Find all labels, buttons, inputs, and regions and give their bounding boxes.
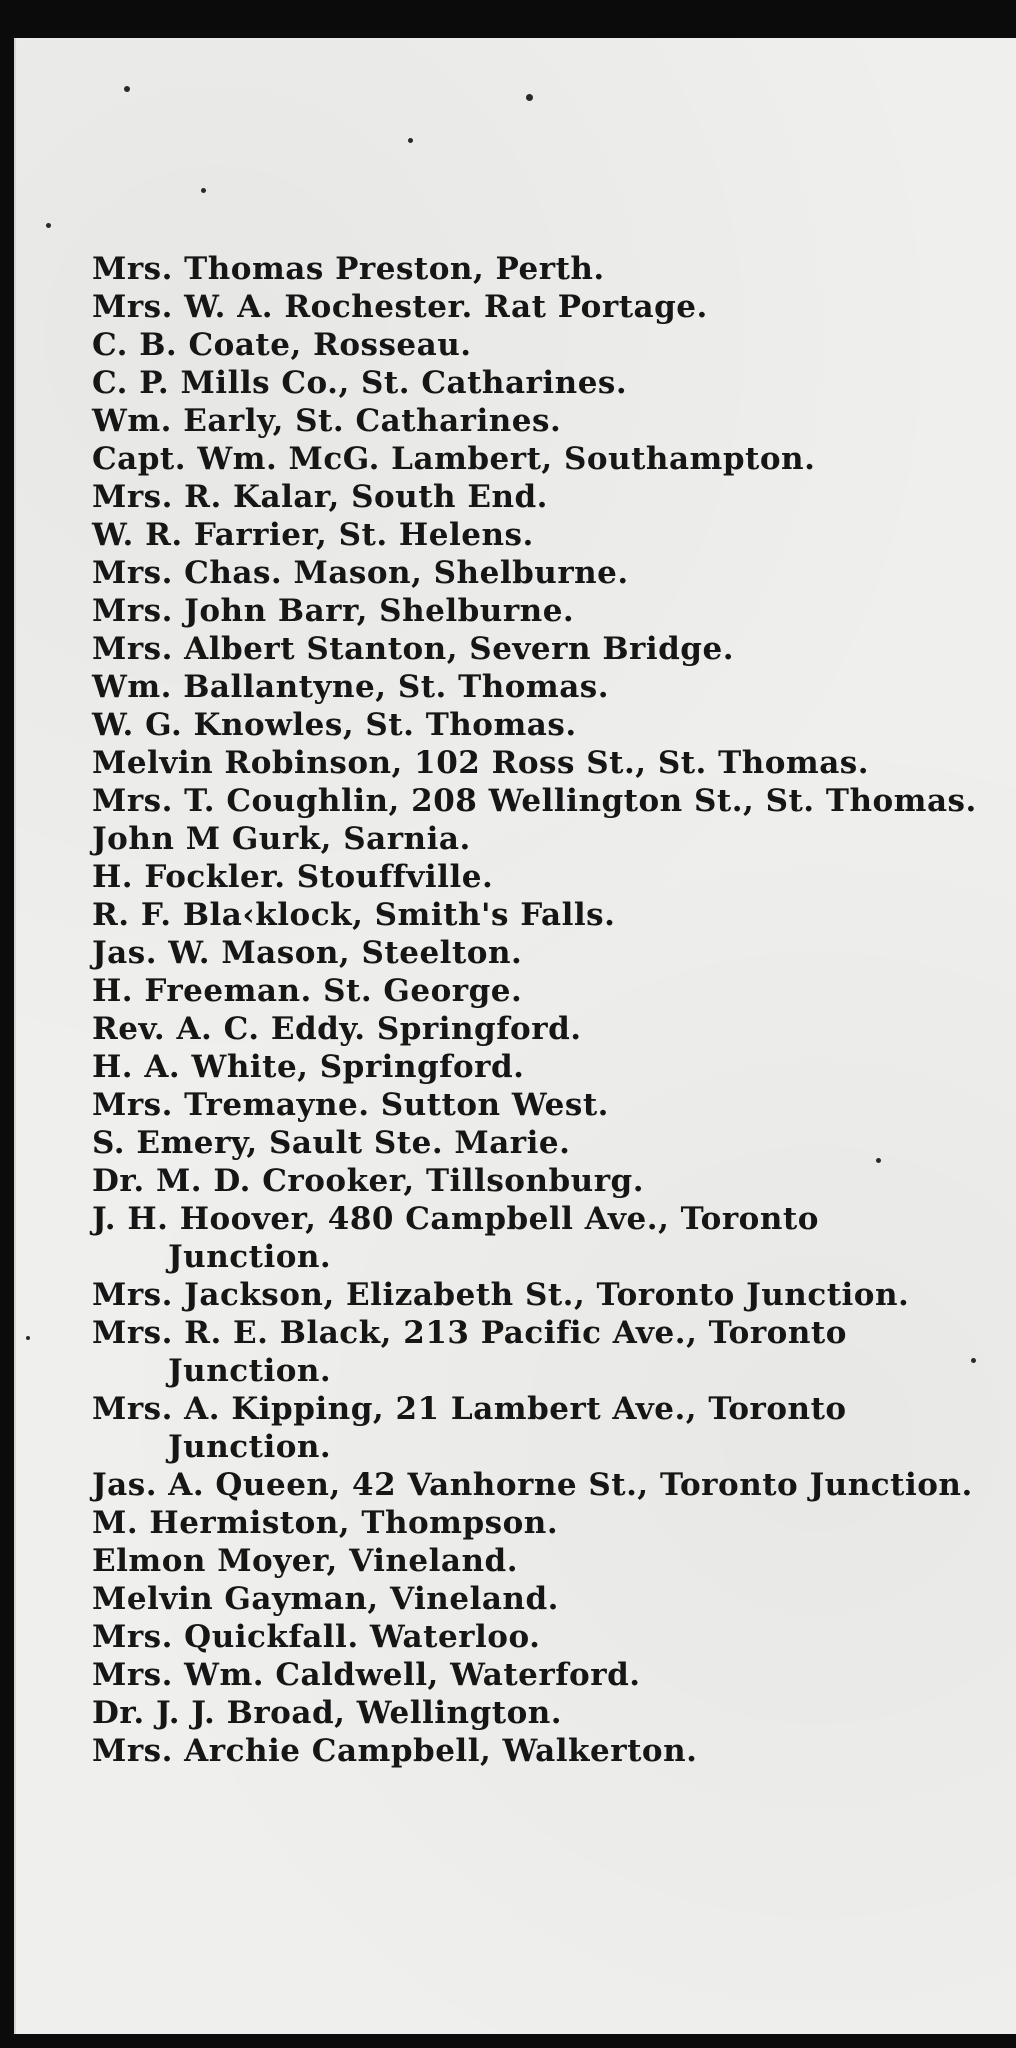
list-item: Jas. W. Mason, Steelton. — [92, 935, 523, 971]
ink-speck — [46, 223, 51, 228]
list-item: H. Freeman. St. George. — [92, 973, 523, 1009]
ink-speck — [26, 1336, 30, 1340]
list-item: C. B. Coate, Rosseau. — [92, 327, 472, 363]
list-item: Dr. M. D. Crooker, Tillsonburg. — [92, 1163, 645, 1199]
list-item: Capt. Wm. McG. Lambert, Southampton. — [92, 441, 816, 477]
list-item: Mrs. Wm. Caldwell, Waterford. — [92, 1657, 641, 1693]
list-item: Mrs. Albert Stanton, Severn Bridge. — [92, 631, 734, 667]
list-item: Mrs. R. Kalar, South End. — [92, 479, 548, 515]
list-item: J. H. Hoover, 480 Campbell Ave., Toronto Junction. — [92, 1201, 819, 1275]
list-item: Wm. Ballantyne, St. Thomas. — [92, 669, 610, 705]
list-item: C. P. Mills Co., St. Catharines. — [92, 365, 628, 401]
list-item: H. A. White, Springford. — [92, 1049, 525, 1085]
list-item: Wm. Early, St. Catharines. — [92, 403, 562, 439]
list-item: H. Fockler. Stouffville. — [92, 859, 494, 895]
list-item: W. G. Knowles, St. Thomas. — [92, 707, 577, 743]
list-item: Mrs. Archie Campbell, Walkerton. — [92, 1733, 698, 1769]
ink-speck — [526, 94, 533, 101]
list-item: W. R. Farrier, St. Helens. — [92, 517, 534, 553]
list-item: S. Emery, Sault Ste. Marie. — [92, 1125, 571, 1161]
list-item: Mrs. A. Kipping, 21 Lambert Ave., Toronto Junction. — [92, 1391, 847, 1465]
list-item: Melvin Robinson, 102 Ross St., St. Thomas. — [92, 745, 870, 781]
ink-speck — [124, 86, 130, 92]
ink-speck — [201, 188, 206, 193]
list-item: Elmon Moyer, Vineland. — [92, 1543, 519, 1579]
list-item: Mrs. R. E. Black, 213 Pacific Ave., Toronto Junction. — [92, 1315, 847, 1389]
list-item: John M Gurk, Sarnia. — [92, 821, 471, 857]
list-item: Rev. A. C. Eddy. Springford. — [92, 1011, 582, 1047]
list-item: Mrs. Thomas Preston, Perth. — [92, 251, 605, 287]
list-item: Melvin Gayman, Vineland. — [92, 1581, 559, 1617]
list-item: Mrs. T. Coughlin, 208 Wellington St., St. Thomas. — [92, 783, 977, 819]
list-item: Mrs. Chas. Mason, Shelburne. — [92, 555, 629, 591]
list-item: M. Hermiston, Thompson. — [92, 1505, 559, 1541]
list-item: Dr. J. J. Broad, Wellington. — [92, 1695, 563, 1731]
list-item: Mrs. Quickfall. Waterloo. — [92, 1619, 541, 1655]
list-item: Mrs. W. A. Rochester. Rat Portage. — [92, 289, 708, 325]
document-page — [14, 38, 1016, 2034]
list-item: Mrs. Tremayne. Sutton West. — [92, 1087, 609, 1123]
name-list — [92, 250, 992, 1770]
list-item: Mrs. Jackson, Elizabeth St., Toronto Junction. — [92, 1277, 910, 1313]
list-item: R. F. Bla‹klock, Smith's Falls. — [92, 897, 616, 933]
list-item: Mrs. John Barr, Shelburne. — [92, 593, 575, 629]
list-item: Jas. A. Queen, 42 Vanhorne St., Toronto Junction. — [92, 1467, 973, 1503]
ink-speck — [408, 138, 413, 143]
